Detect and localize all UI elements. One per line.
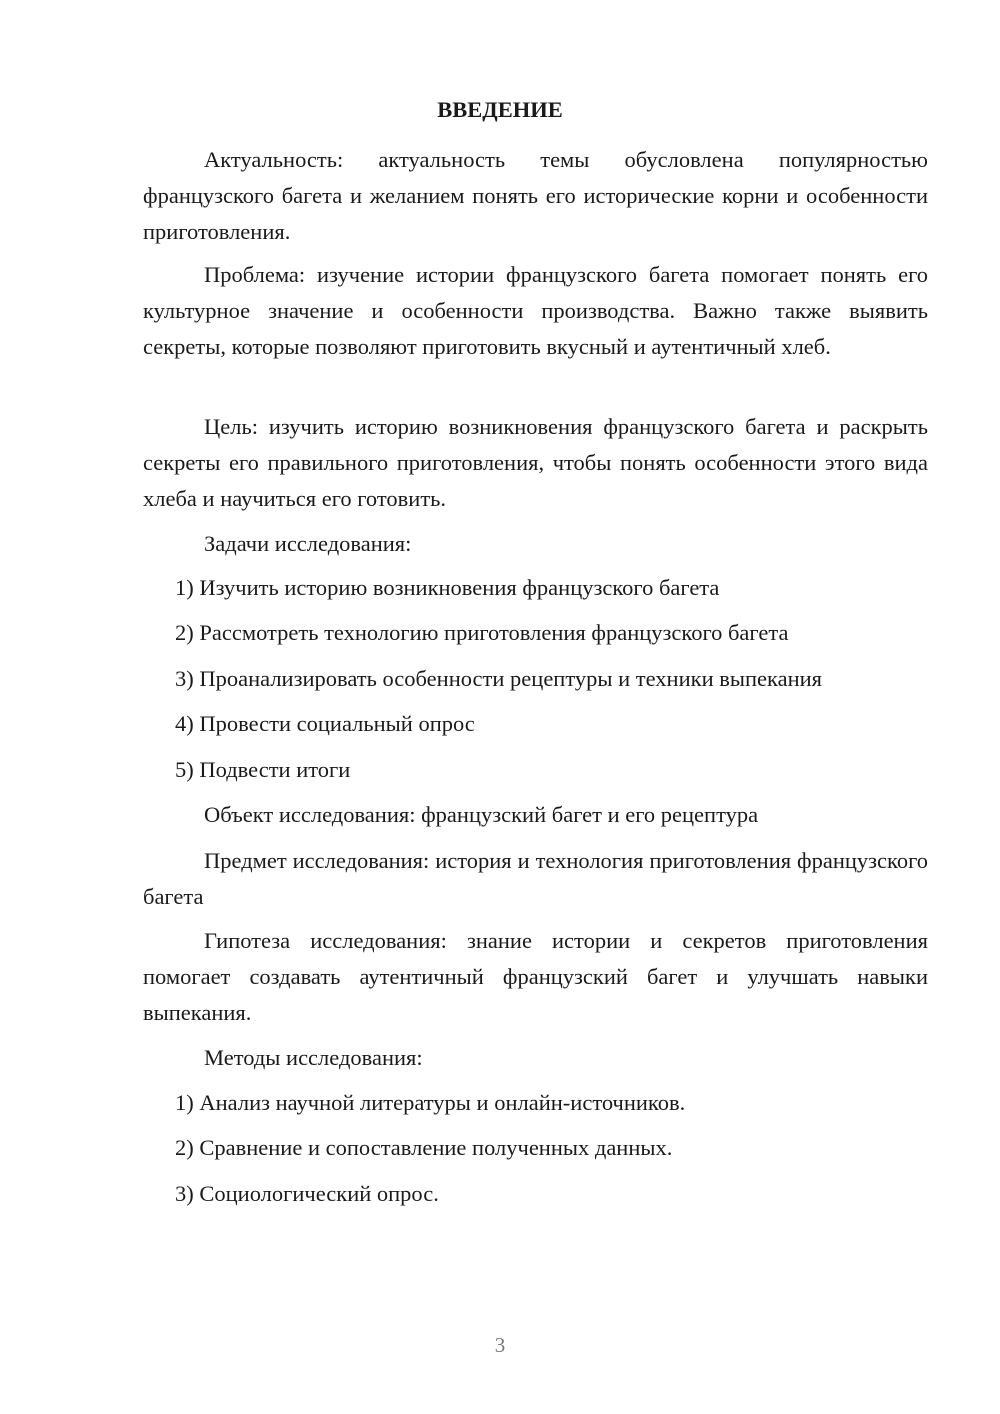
subject-paragraph: Предмет исследования: история и технология приготовления французского багета [143, 848, 928, 909]
object-paragraph: Объект исследования: французский багет и его рецептура [204, 802, 759, 827]
task-item: 3) Проанализировать особенности рецептуры и техники выпекания [175, 666, 823, 691]
task-item: 1) Изучить историю возникновения французского багета [175, 575, 720, 600]
task-item: 2) Рассмотреть технологию приготовления французского багета [175, 620, 789, 645]
page-number: 3 [494, 1333, 506, 1357]
task-item: 4) Провести социальный опрос [175, 711, 475, 736]
goal-paragraph: Цель: изучить историю возникновения французского багета и раскрыть секреты его правильного приготовления, чтобы понять особенности этого вида хлеба и научиться его готовить. [143, 414, 928, 511]
method-item: 2) Сравнение и сопоставление полученных данных. [175, 1135, 673, 1160]
problem-paragraph: Проблема: изучение истории французского багета помогает понять его культурное значение и особенности производства. Важно также выявить секреты, которые позволяют приготовить вкусный и аутентичный хлеб. [143, 262, 928, 359]
method-item: 3) Социологический опрос. [175, 1181, 439, 1206]
page-title: ВВЕДЕНИЕ [437, 97, 563, 122]
tasks-heading: Задачи исследования: [204, 531, 412, 556]
methods-heading: Методы исследования: [204, 1045, 423, 1070]
relevance-paragraph: Актуальность: актуальность темы обусловлена популярностью французского багета и желанием понять его исторические корни и особенности приготовления. [143, 147, 928, 244]
task-item: 5) Подвести итоги [175, 757, 351, 782]
method-item: 1) Анализ научной литературы и онлайн-источников. [175, 1090, 686, 1115]
hypothesis-paragraph: Гипотеза исследования: знание истории и секретов приготовления помогает создавать аутентичный французский багет и улучшать навыки выпекания. [143, 928, 928, 1025]
